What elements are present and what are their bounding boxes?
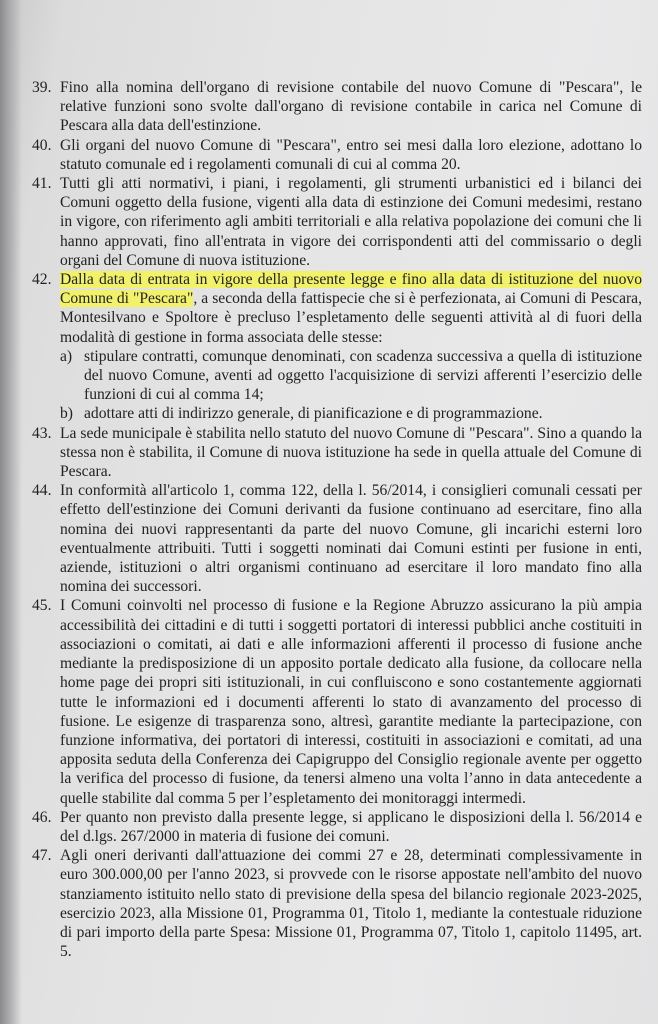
paragraph-text: In conformità all'articolo 1, comma 122, della l. 56/2014, i consiglieri comunali cessati per effetto dell'estinzione dei Comuni derivanti da fusione continuano ad esercitare, fino alla nomina dei nuovi rappresentanti da parte del nuovo Comune, gli incarichi esterni loro eventualmente attribuiti. Tutti i soggetti nominati dai Comuni estinti per fusione in enti, aziende, istituzioni o altri organismi continuano ad esercitare il loro mandato fino alla nomina dei successori. [60, 482, 642, 596]
paragraph-number: 47. [32, 847, 52, 865]
paragraph-40 [24, 136, 642, 174]
paragraph-text: Per quanto non previsto dalla presente legge, si applicano le disposizioni della l. 56/2014 e del d.lgs. 267/2000 in materia di fusione dei comuni. [60, 808, 642, 845]
paragraph-44 [24, 481, 642, 596]
subitem-letter: a) [60, 347, 73, 365]
paragraph-text: I Comuni coinvolti nel processo di fusione e la Regione Abruzzo assicurano la più ampia accessibilità dei cittadini e di tutti i soggetti portatori di interessi pubblici anche costituiti in associazioni o comitati, ai dati e alle informazioni afferenti il processo di fusione anche mediante la predisposizione di un apposito portale dedicato alla fusione, da collocare nella home page dei propri siti istituzionali, in cui confluiscono e sono costantemente aggiornati tutte le informazioni ed i documenti afferenti lo stato di avanzamento del processo di fusione. Le esigenze di trasparenza sono, altresì, garantite mediante la partecipazione, con funzione informativa, dei portatori di interessi, costituiti in associazioni e comitati, ad una apposita seduta della Conferenza dei Capigruppo del Consiglio regionale avente per oggetto la verifica del processo di fusione, da tenersi almeno una volta l’anno in data antecedente a quelle stabilite dal comma 5 per l’espletamento dei monitoraggi intermedi. [60, 597, 642, 807]
paragraph-41 [24, 174, 642, 270]
paragraph-number: 40. [32, 136, 52, 154]
paragraph-text: Agli oneri derivanti dall'attuazione dei commi 27 e 28, determinati complessivamente in euro 300.000,00 per l'anno 2023, si provvede con le risorse appostate nell'ambito del nuovo stanziamento istituito nello stato di previsione della spesa del bilancio regionale 2023-2025, esercizio 2023, alla Missione 01, Programma 01, Titolo 1, mediante la contestuale riduzione di pari importo della parte Spesa: Missione 01, Programma 07, Titolo 1, capitolo 11495, art. 5. [60, 847, 642, 961]
page-edge-shadow [0, 0, 22, 1024]
subitem-b [60, 404, 642, 423]
paragraph-number: 41. [32, 175, 52, 193]
paragraph-45 [24, 596, 642, 807]
subitem-text: adottare atti di indirizzo generale, di pianificazione e di programmazione. [84, 405, 543, 423]
subitem-letter: b) [60, 405, 73, 423]
paragraph-text [60, 270, 642, 347]
paragraph-text: Tutti gli atti normativi, i piani, i regolamenti, gli strumenti urbanistici ed i bilanci dei Comuni oggetto della fusione, vigenti alla data di estinzione dei Comuni medesimi, restano in vigore, con riferimento agli ambiti territoriali e alla relativa popolazione dei comuni che li hanno approvati, fino all'entrata in vigore dei corrispondenti atti del commissario o degli organi del Comune di nuova istituzione. [60, 175, 642, 269]
paragraph-number: 39. [32, 79, 52, 96]
paragraph-number: 43. [32, 424, 52, 442]
paragraph-number: 44. [32, 482, 52, 500]
paragraph-text-rest: , a seconda della fattispecie che si è perfezionata, ai Comuni di Pescara, Montesilvano e Spoltore è precluso l’espletamento delle seguenti attività al di fuori della modalità di gestione in forma associata delle stesse: [60, 290, 643, 346]
paragraph-number: 42. [32, 271, 52, 289]
subitem-text: stipulare contratti, comunque denominati, con scadenza successiva a quella di istituzione del nuovo Comune, aventi ad oggetto l'acquisizione di servizi afferenti l’esercizio delle funzioni di cui al comma 14; [84, 347, 642, 404]
paragraph-39 [24, 78, 642, 136]
paragraph-46 [24, 808, 642, 846]
paragraph-text: Gli organi del nuovo Comune di "Pescara", entro sei mesi dalla loro elezione, adottano lo statuto comunale ed i regolamenti comunali di cui al comma 20. [60, 136, 642, 173]
highlighted-text: Dalla data di entrata in vigore della presente legge e fino alla data di istituzione del nuovo Comune di "Pescara" [60, 271, 642, 308]
paragraph-43 [24, 424, 642, 482]
paragraph-number: 46. [32, 808, 52, 826]
paragraph-42 [24, 270, 642, 424]
paragraph-text: La sede municipale è stabilita nello statuto del nuovo Comune di "Pescara". Sino a quando la stessa non è stabilita, il Comune di nuova istituzione ha sede in quella attuale del Comune di Pescara. [60, 424, 642, 481]
paragraph-47 [24, 846, 642, 961]
subitem-a [60, 347, 642, 405]
paragraph-number: 45. [32, 597, 52, 615]
document-text [24, 78, 642, 961]
paragraph-text: Fino alla nomina dell'organo di revisione contabile del nuovo Comune di "Pescara", le relative funzioni sono svolte dall'organo di revisione contabile in carica nel Comune di Pescara alla data dell'estinzione. [60, 79, 642, 135]
